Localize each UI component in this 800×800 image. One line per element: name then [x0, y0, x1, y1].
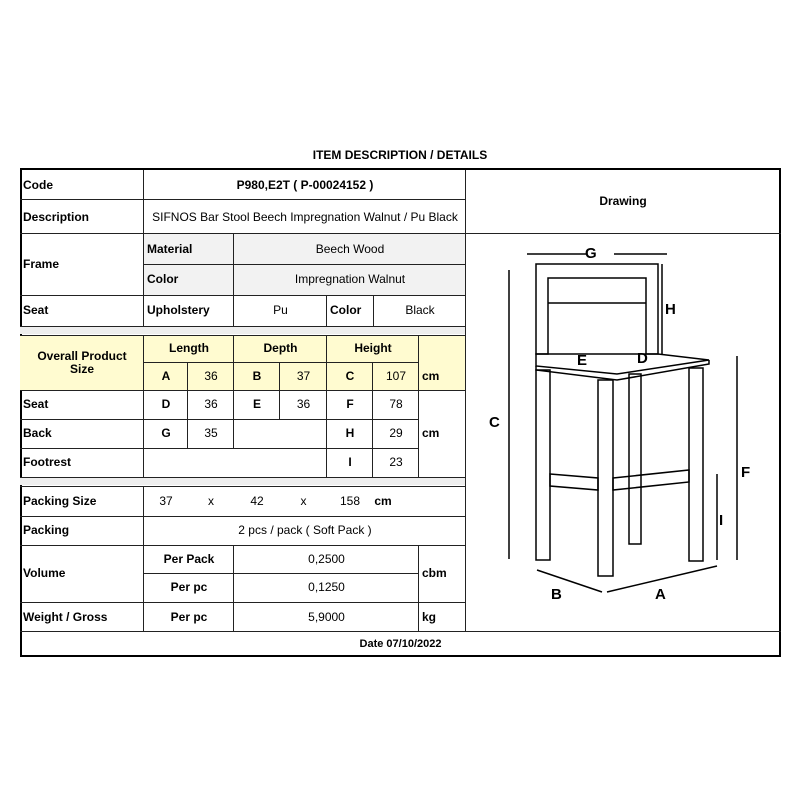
- packing-value: 2 pcs / pack ( Soft Pack ): [238, 523, 372, 537]
- grid-line: [20, 295, 466, 296]
- grid-line: [20, 326, 466, 327]
- seat-spec-label: Seat: [23, 303, 49, 317]
- seat-color-label: Color: [330, 303, 362, 317]
- grid-line: [143, 170, 144, 326]
- grid-line: [20, 419, 419, 420]
- dim-c-value: 107: [373, 362, 419, 390]
- footrest-left: [550, 474, 598, 490]
- packing-length: 37: [159, 493, 173, 508]
- dim-g-value: 35: [204, 426, 218, 440]
- document-title: ITEM DESCRIPTION / DETAILS: [312, 148, 488, 162]
- footrest-label: Footrest: [23, 455, 71, 469]
- back-dims-label: Back: [23, 426, 52, 440]
- volume-unit: cbm: [422, 566, 447, 580]
- packing-height: 158: [339, 493, 361, 508]
- seat-dims-label: Seat: [23, 397, 49, 411]
- section-separator: [20, 477, 466, 485]
- code-value: P980,E2T ( P-00024152 ): [236, 177, 374, 192]
- dim-d-value: 36: [204, 397, 218, 411]
- dim-e-letter: E: [252, 397, 261, 411]
- frame-color-value: Impregnation Walnut: [234, 264, 466, 295]
- section-separator: [20, 326, 466, 334]
- weight-unit: kg: [422, 609, 437, 624]
- packing-label: Packing: [23, 523, 70, 537]
- grid-line: [187, 362, 188, 448]
- grid-line: [326, 295, 327, 326]
- packing-x-1: x: [208, 493, 214, 508]
- grid-line: [20, 448, 419, 449]
- volume-per-pack-label: Per Pack: [163, 551, 215, 566]
- volume-per-pc-value: 0,1250: [308, 580, 345, 594]
- seat-top: [536, 354, 709, 374]
- dim-a-letter: A: [144, 362, 188, 390]
- dim-d-letter: D: [161, 397, 171, 411]
- grid-line: [373, 295, 374, 326]
- grid-line: [279, 362, 280, 419]
- grid-line: [233, 234, 234, 326]
- grid-line: [20, 199, 466, 200]
- weight-label: Weight / Gross: [23, 609, 108, 624]
- material-label: Material: [144, 234, 234, 264]
- weight-per-pc-label: Per pc: [170, 609, 208, 624]
- grid-line: [20, 602, 466, 603]
- drawing-letter-d: D: [637, 350, 648, 367]
- dim-g-letter: G: [161, 426, 171, 440]
- description-value: SIFNOS Bar Stool Beech Impregnation Walnut / Pu Black: [152, 209, 458, 224]
- drawing-letter-c: C: [489, 414, 500, 431]
- frame-color-label: Color: [144, 264, 234, 295]
- overall-size-header: Overall Product Size: [20, 335, 144, 390]
- packing-unit: cm: [374, 493, 392, 508]
- packing-x-2: x: [300, 493, 307, 508]
- upholstery-value: Pu: [273, 303, 288, 317]
- drawing-letter-f: F: [741, 464, 751, 481]
- grid-line: [418, 545, 419, 631]
- overall-unit: cm: [419, 362, 466, 390]
- date-footer: Date 07/10/2022: [359, 638, 442, 650]
- grid-line: [465, 170, 466, 631]
- dim-i-value: 23: [389, 455, 403, 469]
- grid-line: [20, 477, 466, 478]
- height-header: Height: [327, 335, 419, 362]
- frame-label: Frame: [23, 257, 60, 271]
- dim-b-letter: B: [234, 362, 280, 390]
- weight-value: 5,9000: [308, 609, 345, 624]
- grid-line: [372, 362, 373, 477]
- leg-front: [598, 380, 613, 576]
- dim-h-value: 29: [389, 426, 403, 440]
- dim-f-letter: F: [346, 397, 354, 411]
- grid-line: [233, 335, 234, 448]
- grid-line: [326, 335, 327, 477]
- dim-c-letter: C: [327, 362, 373, 390]
- footrest-right: [613, 470, 689, 490]
- depth-header: Depth: [234, 335, 327, 362]
- leg-right: [689, 368, 703, 561]
- grid-line: [144, 264, 466, 265]
- packing-size-label: Packing Size: [23, 493, 97, 508]
- drawing-label: Drawing: [599, 193, 647, 208]
- backrest-frame: [536, 264, 658, 354]
- seat-edge: [536, 360, 709, 380]
- volume-label: Volume: [23, 566, 66, 580]
- volume-per-pack-value: 0,2500: [308, 551, 345, 566]
- grid-line: [20, 390, 466, 391]
- dim-e-value: 36: [296, 397, 311, 411]
- code-label: Code: [23, 177, 53, 192]
- grid-line: [20, 545, 466, 546]
- seat-color-value: Black: [405, 303, 435, 317]
- grid-line: [418, 335, 419, 477]
- grid-line: [143, 335, 144, 477]
- description-label: Description: [23, 209, 90, 224]
- leg-back-left: [536, 370, 550, 560]
- drawing-letter-e: E: [577, 352, 588, 369]
- leg-back-right: [629, 374, 641, 544]
- dim-h-letter: H: [345, 426, 355, 440]
- unit-header-blank: [419, 335, 466, 362]
- upholstery-label: Upholstery: [147, 303, 210, 317]
- dims-unit: cm: [422, 426, 440, 440]
- material-value: Beech Wood: [234, 234, 466, 264]
- dim-i-letter: I: [348, 455, 352, 469]
- stool-drawing-svg: [467, 234, 779, 630]
- dim-f-value: 78: [389, 397, 403, 411]
- drawing-letter-h: H: [665, 301, 676, 318]
- grid-line: [144, 362, 419, 363]
- dim-a-value: 36: [188, 362, 234, 390]
- volume-per-pc-label: Per pc: [170, 580, 208, 594]
- length-header: Length: [144, 335, 234, 362]
- drawing-letter-g: G: [585, 245, 597, 262]
- packing-width: 42: [250, 493, 264, 508]
- grid-line: [144, 573, 419, 574]
- grid-line: [143, 486, 144, 631]
- grid-line: [20, 516, 466, 517]
- grid-line: [20, 335, 466, 336]
- stool-drawing: [467, 234, 779, 635]
- dim-line-b: [537, 570, 602, 592]
- grid-line: [20, 486, 466, 487]
- drawing-letter-i: I: [719, 512, 724, 529]
- drawing-letter-b: B: [551, 586, 562, 603]
- drawing-letter-a: A: [655, 586, 666, 603]
- dim-b-value: 37: [280, 362, 327, 390]
- grid-line: [233, 545, 234, 631]
